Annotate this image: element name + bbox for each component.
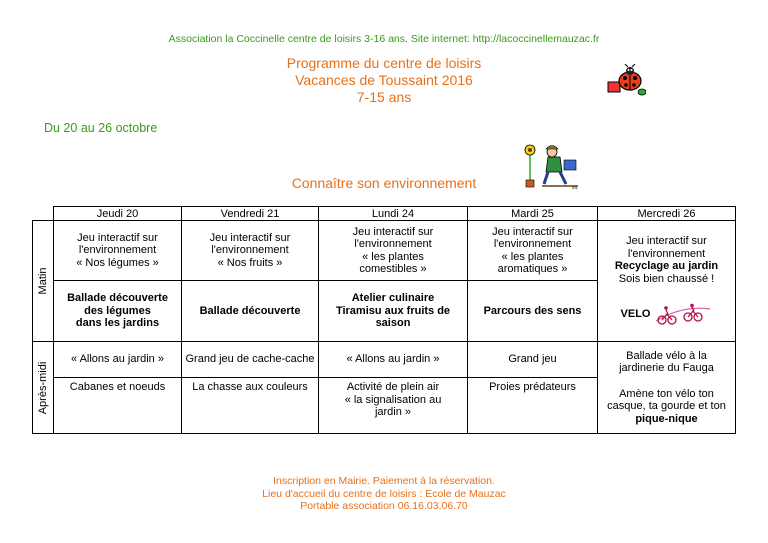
activity-cell xyxy=(319,281,468,342)
day-header: Lundi 24 xyxy=(319,207,468,221)
activity-cell xyxy=(468,378,598,434)
activity-line: l'environnement xyxy=(78,244,157,257)
velo-label: VELO xyxy=(620,308,651,320)
activity-line: casque, ta gourde et ton xyxy=(607,400,726,413)
activity-line: « les plantes xyxy=(362,250,424,263)
activity-line: Jeu interactif sur xyxy=(492,225,573,238)
wednesday-morning-cell xyxy=(598,221,736,342)
activity-line: l'environnement xyxy=(211,244,289,257)
afternoon-row-1 xyxy=(33,342,736,378)
activity-line: « Nos fruits » xyxy=(217,256,283,269)
association-header: Association la Coccinelle centre de loisirs 3-16 ans. Site internet: http://lacoccinellemauzac.fr xyxy=(168,33,600,45)
activity-line: Atelier culinaire xyxy=(351,292,435,305)
activity-cell xyxy=(468,342,598,378)
activity-line: « Nos légumes » xyxy=(76,256,159,269)
footer-line-3: Portable association 06.16.03.06.70 xyxy=(300,500,468,512)
activity-line: l'environnement xyxy=(493,238,572,250)
activity-cell xyxy=(54,342,182,378)
activity-line: « les plantes xyxy=(501,250,564,263)
activity-cell xyxy=(319,221,468,281)
activity-line: Ballade vélo à la xyxy=(626,349,707,362)
activity-line: l'environnement xyxy=(627,247,706,260)
day-header: Mardi 25 xyxy=(468,207,598,221)
period-label: Matin xyxy=(37,267,49,295)
activity-line: Grand jeu de cache-cache xyxy=(185,353,315,366)
activity-line: Ballade découverte xyxy=(67,292,168,305)
activity-line: jardin » xyxy=(374,406,412,418)
activity-line: comestibles » xyxy=(359,263,427,275)
activity-cell xyxy=(182,281,319,342)
activity-line: Proies prédateurs xyxy=(489,381,576,393)
activity-line: dans les jardins xyxy=(75,317,160,330)
activity-cell xyxy=(319,342,468,378)
activity-cell xyxy=(468,221,598,281)
date-range: Du 20 au 26 octobre xyxy=(44,121,158,135)
activity-line: Activité de plein air xyxy=(346,381,440,393)
activity-line: Jeu interactif sur xyxy=(77,231,158,244)
activity-line: jardinerie du Fauga xyxy=(619,362,714,375)
period-afternoon xyxy=(33,342,54,434)
activity-line: « la signalisation au xyxy=(344,393,442,406)
activity-line: Cabanes et noeuds xyxy=(69,381,166,393)
footer-info xyxy=(0,475,768,513)
activity-line: Jeu interactif sur xyxy=(626,235,707,247)
title-line-1: Programme du centre de loisirs xyxy=(286,55,482,71)
corner-cell xyxy=(33,207,54,221)
activity-cell xyxy=(54,281,182,342)
program-title xyxy=(0,55,768,106)
activity-cell xyxy=(468,281,598,342)
period-morning xyxy=(33,221,54,342)
ladybug-icon xyxy=(606,64,646,96)
activity-line: l'environnement xyxy=(354,238,432,250)
activity-line: saison xyxy=(375,317,411,330)
activity-line: Amène ton vélo ton xyxy=(619,387,714,400)
activity-cell xyxy=(319,378,468,434)
header-row xyxy=(33,207,736,221)
activity-line: « Allons au jardin » xyxy=(71,353,164,366)
activity-line: des légumes xyxy=(84,304,151,317)
day-header: Vendredi 21 xyxy=(182,207,319,221)
activity-cell xyxy=(182,342,319,378)
activity-line: Ballade découverte xyxy=(199,304,301,317)
footer-line-1: Inscription en Mairie. Paiement à la réservation. xyxy=(273,475,495,487)
activity-line: aromatiques » xyxy=(497,263,568,275)
activity-line: « Allons au jardin » xyxy=(346,353,440,366)
title-line-3: 7-15 ans xyxy=(356,89,412,105)
activity-cell xyxy=(54,221,182,281)
activity-line: Jeu interactif sur xyxy=(209,231,291,244)
footer-line-2: Lieu d'accueil du centre de loisirs : Ecole de Mauzac xyxy=(262,487,506,500)
period-label: Après-midi xyxy=(37,361,49,414)
wednesday-afternoon-cell xyxy=(598,342,736,434)
activity-line: Parcours des sens xyxy=(483,304,582,317)
day-header: Jeudi 20 xyxy=(54,207,182,221)
activity-line: Recyclage au jardin xyxy=(614,260,719,272)
activity-line: Sois bien chaussé ! xyxy=(618,272,715,285)
title-line-2: Vacances de Toussaint 2016 xyxy=(295,72,473,88)
day-header: Mercredi 26 xyxy=(598,207,736,221)
schedule-table xyxy=(32,206,736,434)
cyclists-icon xyxy=(654,303,712,325)
activity-line: pique-nique xyxy=(635,412,698,425)
activity-line: Jeu interactif sur xyxy=(352,225,434,238)
svg-text:IDL: IDL xyxy=(572,185,579,190)
activity-cell xyxy=(182,378,319,434)
theme-heading: Connaître son environnement xyxy=(291,175,477,191)
morning-row-1 xyxy=(33,221,736,281)
activity-line: La chasse aux couleurs xyxy=(192,381,308,393)
activity-line: Grand jeu xyxy=(508,353,557,366)
activity-line: Tiramisu aux fruits de xyxy=(335,304,451,317)
activity-cell xyxy=(182,221,319,281)
activity-cell xyxy=(54,378,182,434)
